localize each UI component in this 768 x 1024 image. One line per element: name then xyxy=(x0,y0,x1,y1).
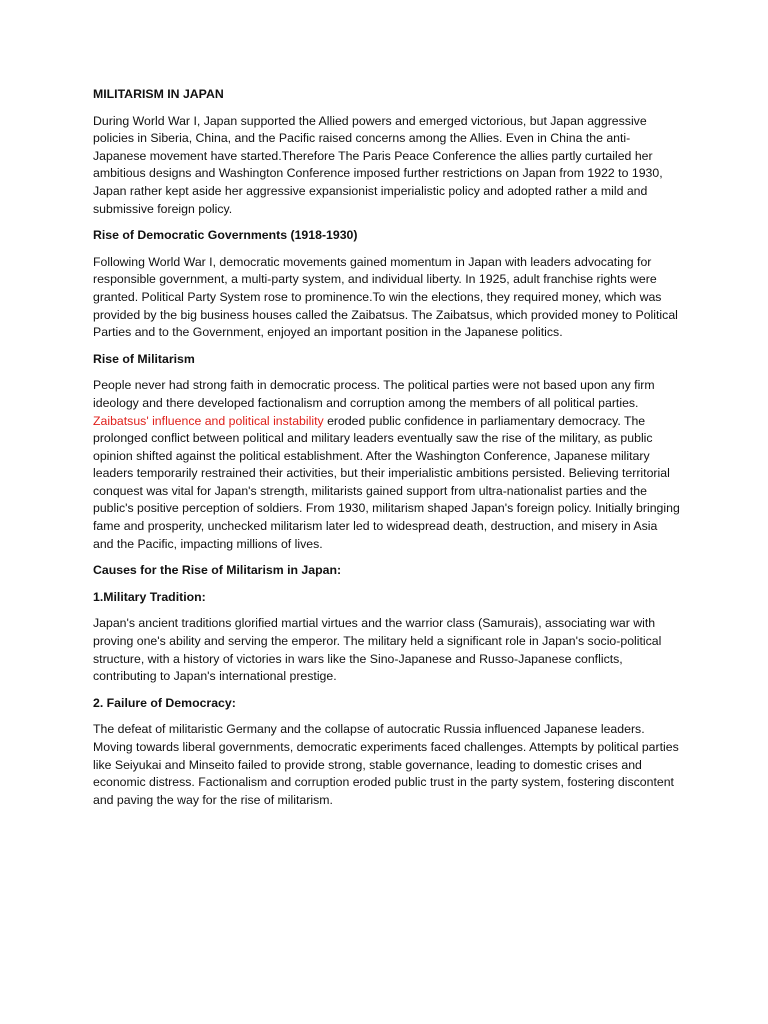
cause-heading-failure-of-democracy: 2. Failure of Democracy: xyxy=(93,695,236,710)
paragraph-text-before-highlight: People never had strong faith in democratic process. The political parties were not based upon any firm ideology and there developed factionalism and corruption among the members of all political parties. xyxy=(93,378,655,410)
failure-of-democracy-paragraph: The defeat of militaristic Germany and the collapse of autocratic Russia influenced Japanese leaders. Moving towards liberal governments, democratic experiments faced challenges. Attempts by political parties like Seiyukai and Minseito failed to provide strong, stable governance, leading to domestic crises and economic distress. Factionalism and corruption eroded public trust in the party system, fostering discontent and paving the way for the rise of militarism. xyxy=(93,722,679,807)
document-title: MILITARISM IN JAPAN xyxy=(93,87,224,101)
section-heading-democratic-governments: Rise of Democratic Governments (1918-1930) xyxy=(93,228,358,243)
section-heading-rise-of-militarism: Rise of Militarism xyxy=(93,351,195,366)
section-heading-causes: Causes for the Rise of Militarism in Japan: xyxy=(93,563,342,578)
democratic-governments-paragraph: Following World War I, democratic movements gained momentum in Japan with leaders advocating for responsible government, a multi-party system, and individual liberty. In 1925, adult franchise rights were granted. Political Party System rose to prominence.To win the elections, they required money, which was provided by the big business houses called the Zaibatsus. The Zaibatsus, which provided money to Political Parties and to the Government, enjoyed an important position in the Japanese politics. xyxy=(93,254,678,340)
intro-paragraph: During World War I, Japan supported the Allied powers and emerged victorious, but Japan aggressive policies in Siberia, China, and the Pacific raised concerns among the Allies. Even in China the anti-Japanese movement have started.Therefore The Paris Peace Conference the allies partly curtailed her ambitious designs and Washington Conference imposed further restrictions on Japan from 1922 to 1930, Japan rather kept aside her aggressive expansionist imperialistic policy and adopted rather a mild and submissive foreign policy. xyxy=(93,113,663,216)
cause-heading-military-tradition: 1.Military Tradition: xyxy=(93,589,206,604)
rise-of-militarism-paragraph xyxy=(93,377,680,553)
military-tradition-paragraph: Japan's ancient traditions glorified martial virtues and the warrior class (Samurais), associating war with proving one's ability and serving the emperor. The military held a significant role in Japan's socio-political structure, with a history of victories in wars like the Sino-Japanese and Russo-Japanese conflicts, contributing to Japan's international prestige. xyxy=(93,616,662,684)
highlighted-phrase: Zaibatsus' influence and political instability xyxy=(93,413,324,428)
paragraph-text-after-highlight: eroded public confidence in parliamentary democracy. The prolonged conflict between political and military leaders eventually saw the rise of the military, as public opinion shifted against the political establishment. After the Washington Conference, Japanese military leaders temporarily restrained their activities, but their imperialistic ambitions persisted. Believing territorial conquest was vital for Japan's strength, militarists gained support from ultra-nationalist parties and the public's positive perception of soldiers. From 1930, militarism shaped Japan's foreign policy. Initially bringing fame and prosperity, unchecked militarism later led to widespread death, destruction, and misery in Asia and the Pacific, impacting millions of lives. xyxy=(93,413,680,551)
